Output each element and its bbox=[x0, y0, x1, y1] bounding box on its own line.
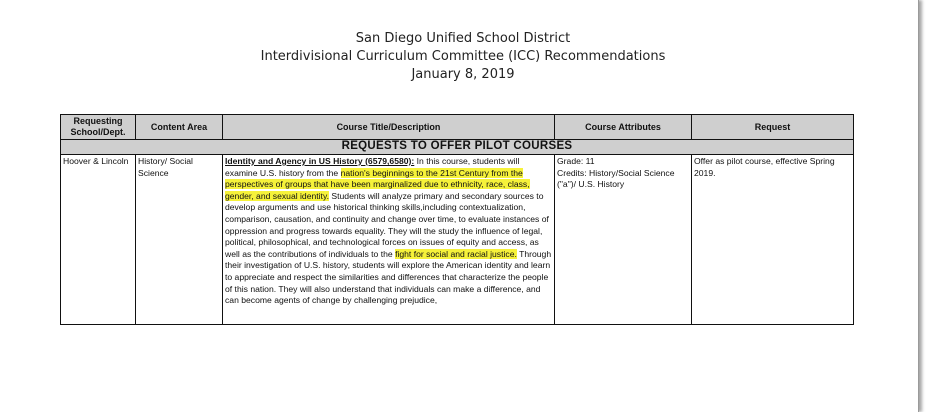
cell-content-area: History/ Social Science bbox=[136, 155, 223, 325]
col-header-course-title: Course Title/Description bbox=[223, 115, 555, 140]
attr-grade: Grade: 11 bbox=[557, 156, 595, 166]
desc-text-2: Students will analyze primary and secondary sources to develop arguments and use historical thinking skills,including contextualization, comparison, causation, and continuity and change over time, to evaluate instances of oppression and progress towards equality. They will the study the influence of legal, political, philosophical, and technological forces on issues of equity and access, as well as the contributions of individuals to the bbox=[225, 190, 549, 259]
desc-text-3: Through their investigation of U.S. history, students will explore the American identity and learn to appreciate and respect the similarities and differences that characterize the people of this nation. They will also understand that individuals can make a difference, and can become agents of change by challenging prejudice, bbox=[225, 248, 552, 306]
desc-highlight-1: nation's beginnings to the 21st Century from the perspectives of groups that have been marginalized due to ethnicity, race, class, gender, and sexual identity. bbox=[225, 167, 530, 201]
section-title: REQUESTS TO OFFER PILOT COURSES bbox=[61, 140, 854, 155]
committee-title: Interdivisional Curriculum Committee (ICC) Recommendations bbox=[260, 49, 666, 64]
section-row bbox=[61, 140, 854, 155]
course-name: Identity and Agency in US History (6579,6580): bbox=[225, 156, 415, 166]
cell-course-description bbox=[223, 155, 555, 325]
col-header-content-area: Content Area bbox=[136, 115, 223, 140]
desc-text-1: In this course, students will examine U.S. history from the bbox=[225, 156, 520, 178]
table-header-row bbox=[61, 115, 854, 140]
district-title: San Diego Unified School District bbox=[355, 31, 571, 46]
document-date: January 8, 2019 bbox=[411, 67, 515, 82]
table-row bbox=[61, 155, 854, 325]
attr-credits: Credits: History/Social Science ("a")/ U.S. History bbox=[557, 167, 675, 190]
cell-request: Offer as pilot course, effective Spring 2019. bbox=[692, 155, 854, 325]
recommendations-table bbox=[60, 114, 854, 325]
cell-attributes bbox=[555, 155, 692, 325]
col-header-requesting: Requesting School/Dept. bbox=[61, 115, 136, 140]
col-header-attributes: Course Attributes bbox=[555, 115, 692, 140]
cell-school: Hoover & Lincoln bbox=[61, 155, 136, 325]
col-header-request: Request bbox=[692, 115, 854, 140]
desc-highlight-2: fight for social and racial justice. bbox=[395, 248, 517, 259]
